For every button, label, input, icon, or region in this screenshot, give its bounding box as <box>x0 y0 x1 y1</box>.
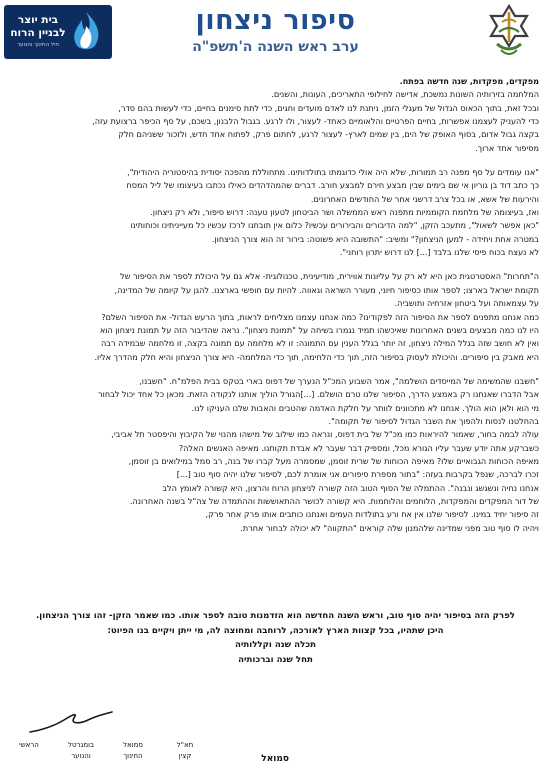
page-subtitle: ערב ראש השנה ה'תשפ"ה <box>192 39 359 55</box>
rank-column: בומגרטל והנוער <box>67 741 95 760</box>
closing-line: לפרק הזה בסיפור יהיה סוף טוב, וראש השנה החדשה הוא הזדמנות טובה לספר אותו. כמו שאמר הזקן- זהו צורך הניצחון. <box>36 611 515 621</box>
paragraph-3: ה"תחרות" האסטרטגית כאן היא לא רק על עליונות אווירית, מודיעינית, טכנולוגית- אלא גם על היכולת לספר את הסיפור של תקומת ישראל בארצו; לספר אותו כסיפור חיוני, מעורר השראה וגאווה. להיות עם חופשי בארצנו. להגן על קיומה של המדינה, על עצמאותה ועל ביטחון אזרחיה ותושביה. כמה אנחנו מתפנים לספר את הסיפור הזה לפקודינו? כמה אנחנו עצמנו מצליחים לראות, בתוך הרעש הגדול- את הסיפור השלם? היו לנו כמה מבצעים בשנים האחרונות שאיכשהו תמיד נגמרו בשיחה על "תמונת ניצחון". נראה שהדיבור הזה על תמונת ניצחון הוא ואין לא חושב שזה בגלל המילה ניצחון, זה יותר בגלל הענין עם התמונה: זו לא מלחמה עם תמונה בקצה, זו מלחמה שבמידה רבה היא מאבק בין סיפורים. והיכולת לעסוק בסיפור הזה, תוך כדי הלחימה, תוך כדי המלחמה- היא צורך הניצחון והיא חלק מהדרך אליו. <box>94 271 539 362</box>
page-title: סיפור ניצחון <box>195 5 356 36</box>
greeting: מפקדים, מפקדות, שנה חדשה בפתח. <box>399 76 539 86</box>
closing-line: היכן שתהיו, בכל קצוות הארץ לאורכה, לרוחבה ומחוצה לה, מי ייתן ויקיים בנו הפיוט: <box>107 625 444 636</box>
org-tagline: חיל החינוך והנוער <box>17 42 59 48</box>
paragraph-2: "אנו עומדים על סף מפנה רב תמורות, שלא היה אולי כדוגמתו בתולדותינו. מתחוללת מהפכה יסודית בהיסטוריה היהודית", כך כתב דוד בן גוריון אי שם בימים שבין מבצע חירם למבצע חורב. דברים שהמהדהדים כאילו נכתבו בעיצומו של ליל המסח והירעות של אשא, או בכל צרב דרשני אחר של החודשים האחרונים. ואז, בעיצומה של מלחמת הקוממיות מתפנה ראש הממשלה ושר הביטחון לטעון טענה: דרוש סיפור, ולא רק ניצחון. "כאן אפשר לשאול", מתעכב הזקן, "למה הדיבורים והבירורים עכשיו? כלום אין תובתנו לרכז עכשיו כל מעייניתינו וכוחותינו במטרה אחת ויחידה - למען הניצחון?" ומשיב: "התשובה היא פשוטה: בירור זה הוא צורך הניצחון. לא נעצח בכוח פיסי שלנו בלבד [...] לנו דרוש יתרון רוחני". <box>126 167 539 258</box>
org-name: בית יוצר לבניין הרוח <box>10 14 66 39</box>
rank-column: הראשי <box>19 741 39 749</box>
rank-column: תא"ל קצין <box>176 741 194 760</box>
flame-icon <box>66 10 106 54</box>
signature-stroke-icon <box>28 708 114 736</box>
rank-column: סמואל החינוך <box>123 741 143 760</box>
idf-emblem-icon <box>485 4 533 60</box>
closing-line: תחל שנה וברכותיה <box>238 654 313 665</box>
letter-body <box>12 75 539 535</box>
paragraph-1: המלחמה בזירותיה השונות נמשכת, אדישה לחילופי התאריכים, העונות, והשנים. ובכל זאת, בתוך הכאוס הגדול של מעגלי הזמן, ניתנת לנו לאדם מועדים וחגים, כדי לתת סימנים בחיים, כדי לעשות בהם סדר, כדי להעניק לעצמנו אפשרות, בחיים הפרטיים והלאומיים כאחד- לעצור, ולו לרגע. בגבול הלבנון, בשכם, על סף הכיפר ברצועת עזה, בקצה גבול אדום, בסוף האופק של הים, בין שמים לארץ- לעצור לרגע, לחתום פרק, לפתוח אחד חדש, ולזכור ששניהם חלק מסיפור אחד ארוך. <box>92 89 539 153</box>
paragraph-4: "חשבנו שהמשימה של המייסדים הושלמה", אמר השבוע המכ"ל הנערך של דפוס בארי בטקס בבית הפלמ"ח. "חשבנו, אבל הדברו שאנחנו רק באמצע הדרך, הסיפור שלנו טרם הושלם. [...]הגורל הוליך אותנו לנקודה הזאת. מכאן כל אחד יכול לבחור מי הוא ולאן הוא הולך. אנחנו לא מתכוונים לוותר על חלקת האדמה שהטבים והאבות שלנו העניקו לנו. בהחלטנו לנסות ולהפוך את השבר הגדול לסיפור של תקומה". עולה לבמה בחור, שאמור להיראות כמו מכ"ל של בית דפוס, ונראה כמו שילוב של מישהו מהנוי של הקיבוץ והיפסטר תל אביבי, כשברקע אתה יודע שעבר עליו הגורא מכל, ומספיק דבר שעבר לא אבדת תקותנו. מאיפה האנשים האלה? מאיפה הכוחות הגבואיים שלו? מאיפה הכוחות של שרית זוסמן, שמסמרה מעל קברו של בנה, רב סמל במילואים בן זוסמן, זכרו לברכה, שנפל בקרבות בעזה: "בתור מספרת סיפורים אני אומרת לכם, לסיפור שלנו יהיה סוף טוב [...] אנחנו נחיה ונשגשג ונבנה". ההתמלה של הסוף הטוב הזה קשורה לניצחון הרוח והרצון, היא קשורה לאומץ הלב של דור המפקדים והמפקדות, הלוחמים והלוחמות. היא קשורה לכושר ההתאוששות וההתמדה של צה"ל בשנה האחרונה. זה סיפור יחיד במינו. לסיפור שלנו אין אח ורע בתולדות העמים ואנחנו כותבים אותו פרק אחר פרק, ויהיה לו סוף טוב מפני שמדינה שלהמנון שלה קוראים "התקווה" לא יכולה לבחור אחרת. <box>98 375 539 533</box>
closing-line: תכלה שנה וקללותיה <box>234 640 317 651</box>
signature-area <box>0 698 551 779</box>
signer-ranks <box>8 740 206 761</box>
title-block <box>130 4 421 57</box>
letter-header <box>0 0 551 68</box>
signer-name: סמואל <box>261 754 289 764</box>
org-logo <box>4 5 112 59</box>
closing-blessing <box>12 609 539 667</box>
